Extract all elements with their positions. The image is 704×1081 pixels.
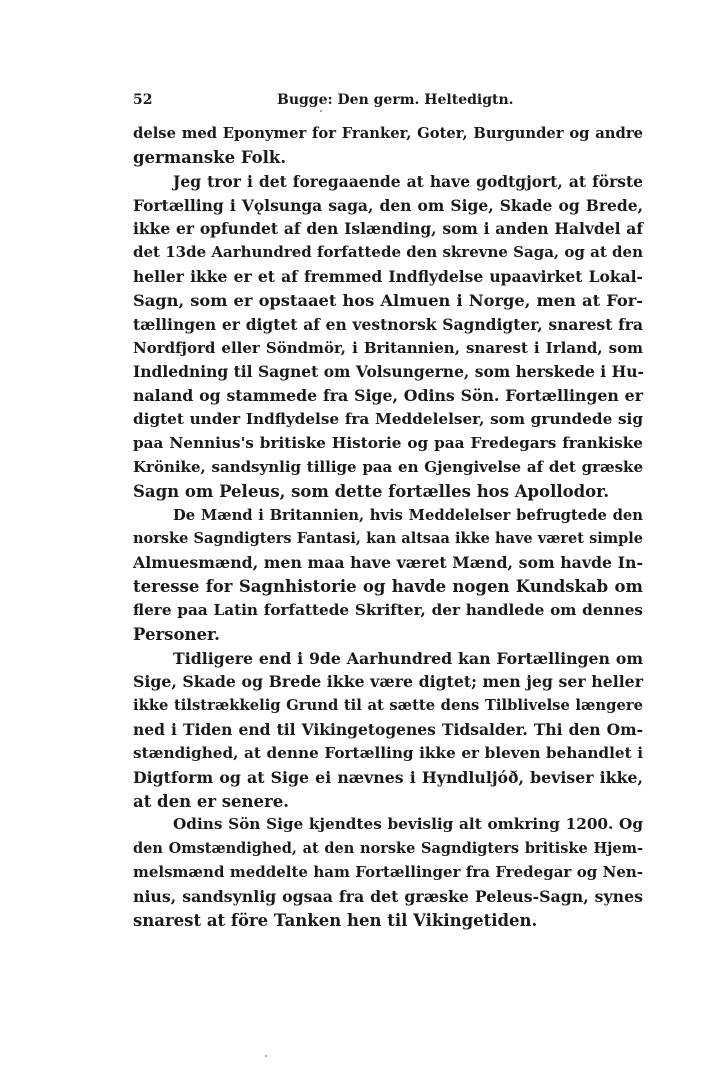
text-line: at den er senere. xyxy=(133,791,289,811)
text-line: Indledning til Sagnet om Volsungerne, som herskede i Hu- xyxy=(133,362,644,382)
paper-speck xyxy=(265,1055,267,1057)
text-line: stændighed, at denne Fortælling ikke er bleven behandlet i xyxy=(133,743,643,762)
body-text xyxy=(133,122,643,933)
text-line: Nordfjord eller Söndmör, i Britannien, snarest i Irland, som xyxy=(133,338,643,357)
text-line: tællingen er digtet af en vestnorsk Sagndigter, snarest fra xyxy=(133,314,643,334)
paragraph-start: De Mænd i Britannien, hvis Meddelelser befrugtede den xyxy=(173,506,643,524)
text-line: det 13de Aarhundred forfattede den skrevne Saga, og at den xyxy=(133,243,643,262)
text-line: den Omstændighed, at den norske Sagndigters britiske Hjem- xyxy=(133,840,643,858)
paragraph-start: Odins Sön Sige kjendtes bevislig alt omkring 1200. Og xyxy=(173,815,643,834)
text-line: paa Nennius's britiske Historie og paa Fredegars frankiske xyxy=(133,433,643,452)
text-line: heller ikke er et af fremmed Indflydelse upaavirket Lokal- xyxy=(133,267,643,287)
text-line: norske Sagndigters Fantasi, kan altsaa ikke have været simple xyxy=(133,530,643,548)
running-head: Bugge: Den germ. Heltedigtn. xyxy=(277,92,514,108)
page-header xyxy=(133,92,641,112)
text-line: naland og stammede fra Sige, Odins Sön. Fortællingen er xyxy=(133,386,643,406)
text-line: nius, sandsynlig ogsaa fra det græske Peleus-Sagn, synes xyxy=(133,887,643,906)
text-line: Almuesmænd, men maa have været Mænd, som havde In- xyxy=(133,553,643,573)
text-line: Krönike, sandsynlig tillige paa en Gjengivelse af det græske xyxy=(133,457,643,476)
text-line: melsmænd meddelte ham Fortællinger fra Fredegar og Nen- xyxy=(133,863,643,882)
text-line: snarest at före Tanken hen til Vikingetiden. xyxy=(133,910,538,930)
text-line: Digtform og at Sige ei nævnes i Hyndluljóð, beviser ikke, xyxy=(133,767,643,787)
paper-speck xyxy=(320,110,322,112)
text-line: Personer. xyxy=(133,624,220,644)
text-line: digtet under Indflydelse fra Meddelelser, som grundede sig xyxy=(133,410,643,429)
paragraph-start: Tidligere end i 9de Aarhundred kan Fortællingen om xyxy=(173,648,643,668)
text-line: teresse for Sagnhistorie og havde nogen Kundskab om xyxy=(133,577,643,597)
text-line: Sagn, som er opstaaet hos Almuen i Norge, men at For- xyxy=(133,290,643,310)
page-number: 52 xyxy=(133,92,153,108)
text-line: ikke er opfundet af den Islænding, som i anden Halvdel af xyxy=(133,219,643,239)
text-line: ikke tilstrækkelig Grund til at sætte dens Tilblivelse længere xyxy=(133,697,643,715)
text-line: flere paa Latin forfattede Skrifter, der handlede om dennes xyxy=(133,600,643,619)
text-line: germanske Folk. xyxy=(133,147,287,167)
text-line: delse med Eponymer for Franker, Goter, Burgunder og andre xyxy=(133,125,643,142)
text-line: Sagn om Peleus, som dette fortælles hos Apollodor. xyxy=(133,481,610,501)
text-line: Sige, Skade og Brede ikke være digtet; men jeg ser heller xyxy=(133,672,643,692)
text-line: ned i Tiden end til Vikingetogenes Tidsalder. Thi den Om- xyxy=(133,720,643,740)
text-line: Fortælling i Vǫlsunga saga, den om Sige, Skade og Brede, xyxy=(133,195,643,215)
paragraph-start: Jeg tror i det foregaaende at have godtgjort, at förste xyxy=(173,171,643,191)
